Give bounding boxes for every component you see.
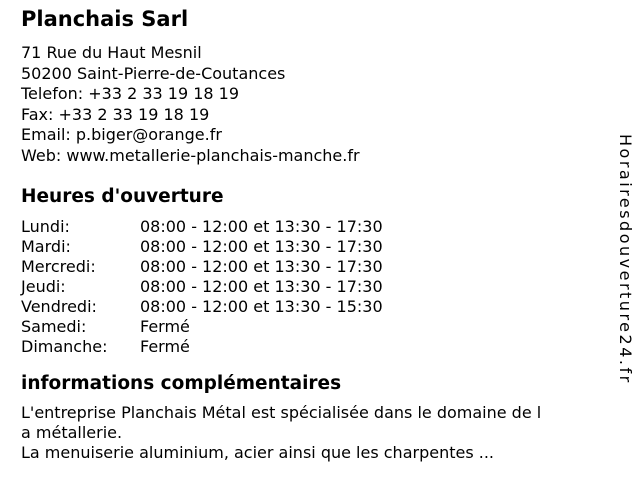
opening-hours-row-friday xyxy=(21,297,596,317)
opening-hours-row-saturday xyxy=(21,317,596,337)
day-label: Dimanche: xyxy=(21,337,108,356)
opening-hours-row-sunday xyxy=(21,337,596,357)
email-line: Email: p.biger@orange.fr xyxy=(21,125,222,144)
hours-value: 08:00 - 12:00 et 13:30 - 17:30 xyxy=(140,237,383,256)
hours-value: 08:00 - 12:00 et 13:30 - 17:30 xyxy=(140,257,383,276)
additional-info-text xyxy=(21,403,596,463)
hours-value: Fermé xyxy=(140,317,190,336)
address-line-2: 50200 Saint-Pierre-de-Coutances xyxy=(21,63,286,83)
site-watermark: Horairesdouverture24.fr xyxy=(616,134,635,385)
hours-value: Fermé xyxy=(140,337,190,356)
main-content xyxy=(21,6,596,463)
opening-hours-table xyxy=(21,217,596,357)
phone-line: Telefon: +33 2 33 19 18 19 xyxy=(21,84,240,103)
opening-hours-row-thursday xyxy=(21,277,596,297)
hours-value: 08:00 - 12:00 et 13:30 - 17:30 xyxy=(140,277,383,296)
day-label: Mercredi: xyxy=(21,257,96,276)
opening-hours-heading: Heures d'ouverture xyxy=(21,186,224,207)
opening-hours-row-tuesday xyxy=(21,237,596,257)
address-line-1: 71 Rue du Haut Mesnil xyxy=(21,43,202,62)
contact-info xyxy=(21,43,596,166)
day-label: Lundi: xyxy=(21,217,70,236)
hours-value: 08:00 - 12:00 et 13:30 - 17:30 xyxy=(140,217,383,236)
hours-value: 08:00 - 12:00 et 13:30 - 15:30 xyxy=(140,297,383,316)
day-label: Samedi: xyxy=(21,317,87,336)
opening-hours-row-monday xyxy=(21,217,596,237)
opening-hours-row-wednesday xyxy=(21,257,596,277)
day-label: Vendredi: xyxy=(21,297,97,316)
day-label: Jeudi: xyxy=(21,277,66,296)
fax-line: Fax: +33 2 33 19 18 19 xyxy=(21,104,210,124)
website-line: Web: www.metallerie-planchais-manche.fr xyxy=(21,145,360,165)
page-title: Planchais Sarl xyxy=(21,7,189,31)
description-line-1: L'entreprise Planchais Métal est spécialisée dans le domaine de l xyxy=(21,403,542,422)
description-line-3: La menuiserie aluminium, acier ainsi que les charpentes ... xyxy=(21,443,495,462)
day-label: Mardi: xyxy=(21,237,71,256)
additional-info-heading: informations complémentaires xyxy=(21,373,342,394)
description-line-2: a métallerie. xyxy=(21,423,123,442)
